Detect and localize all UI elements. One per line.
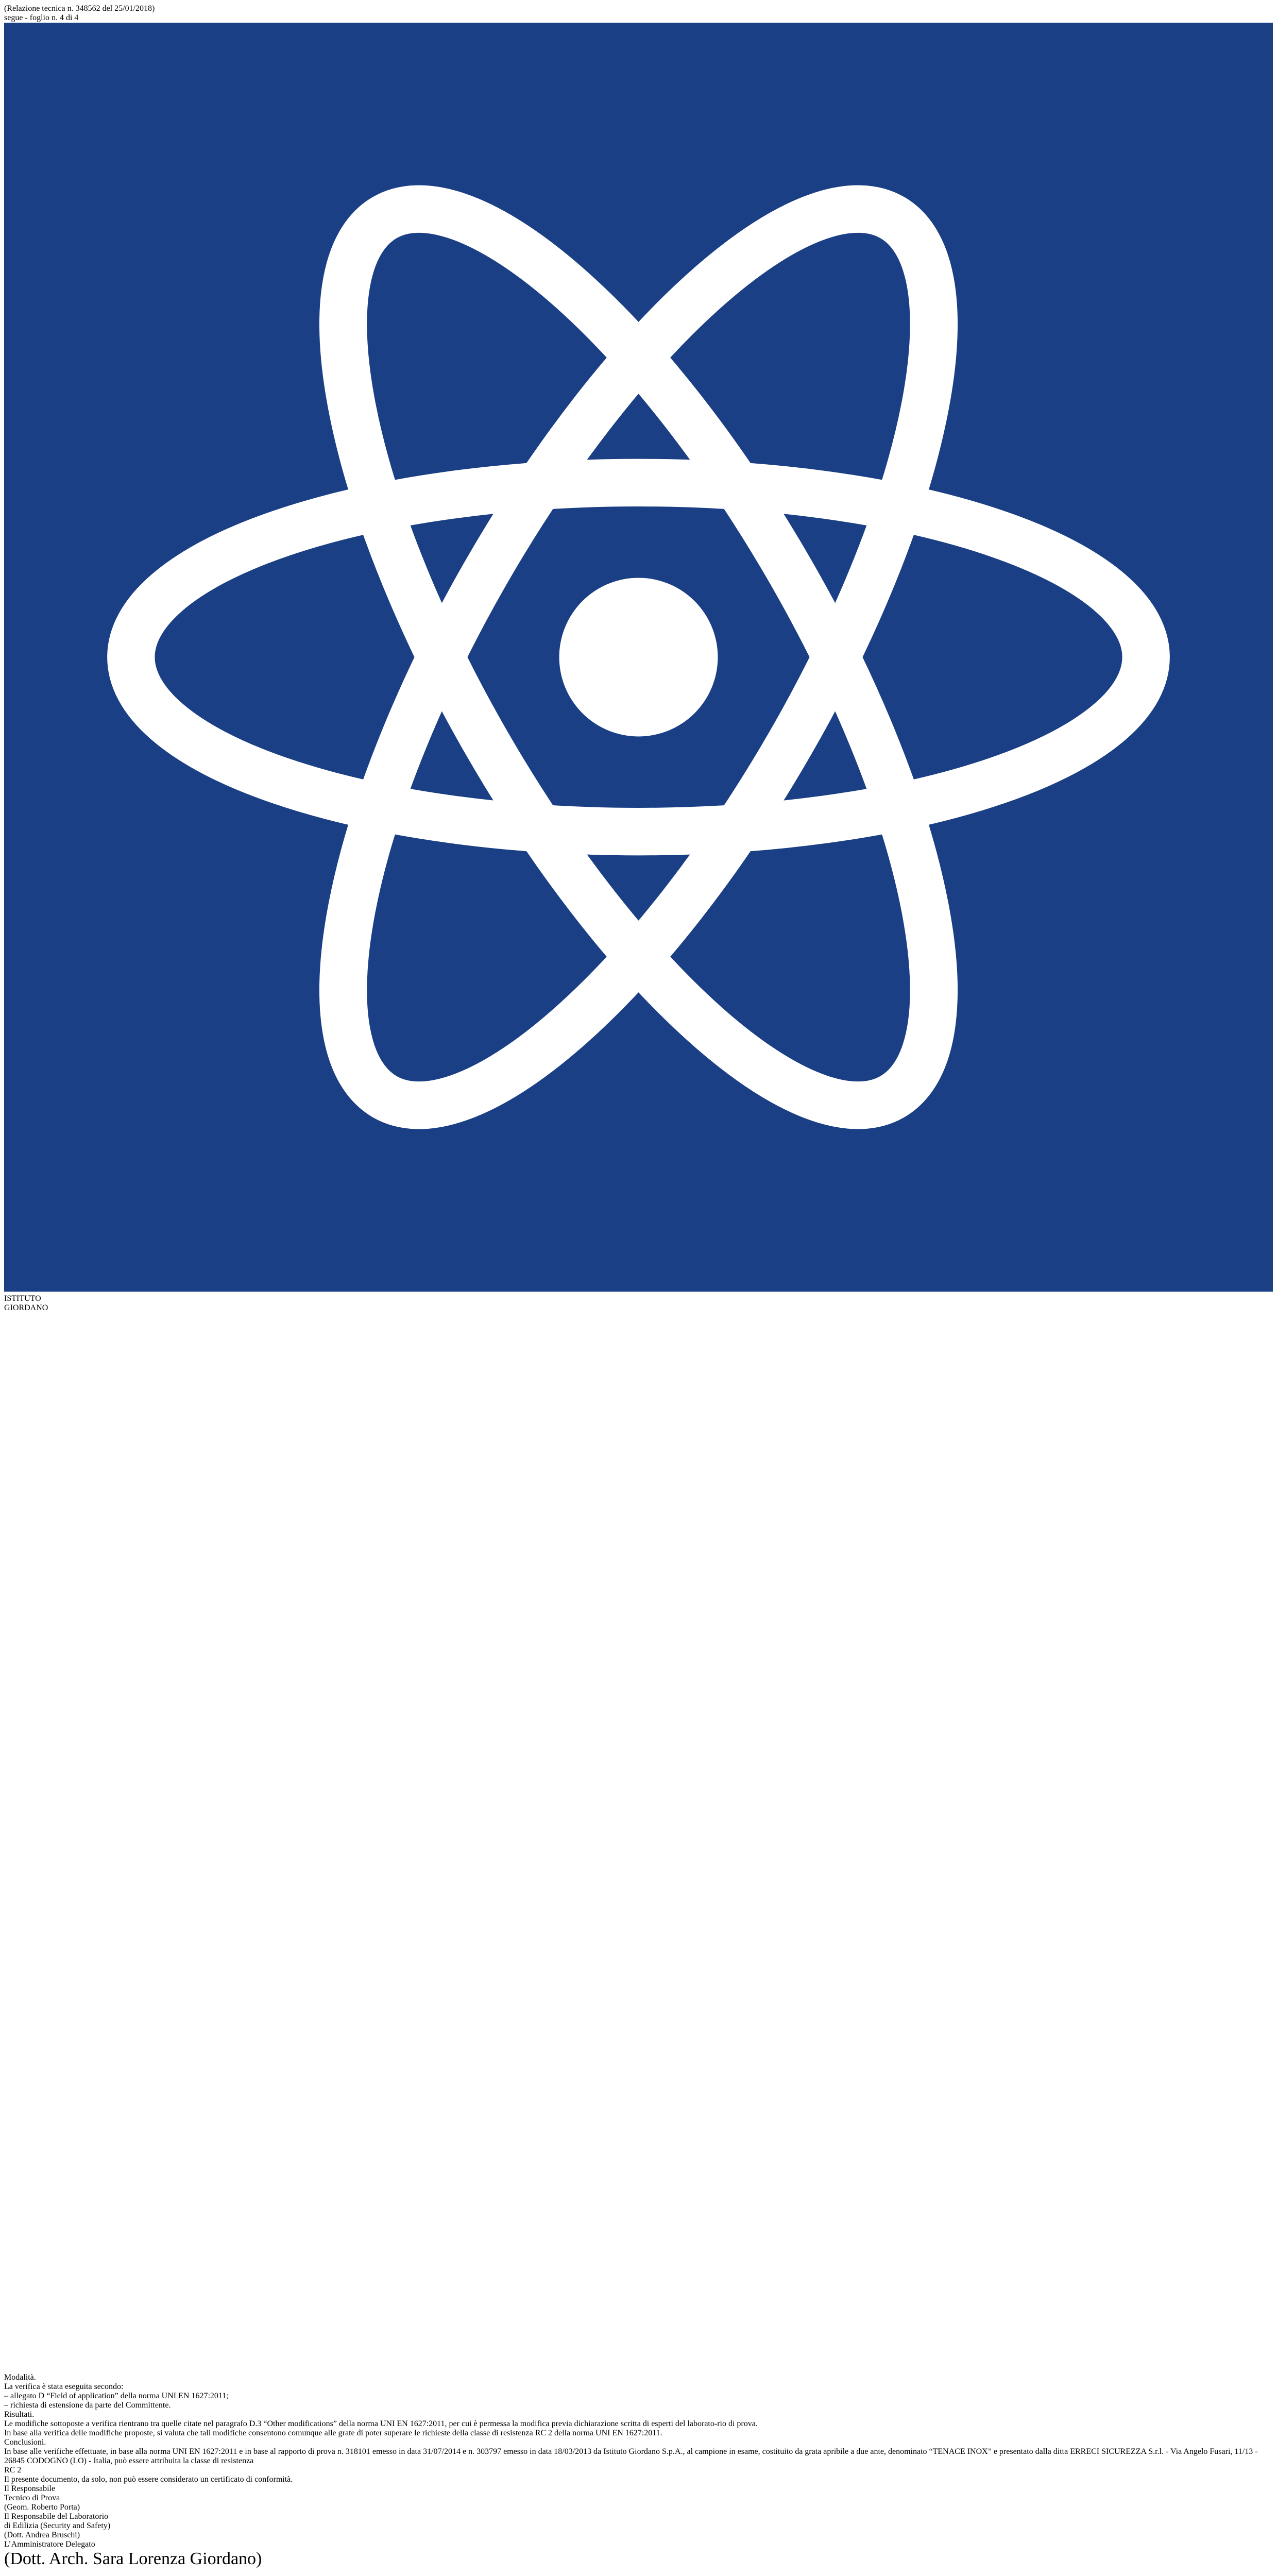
signature-block-administrator: L’Amministratore Delegato (Dott. Arch. Sara Lorenza Giordano) [4, 2540, 354, 2569]
signature-block-laboratory: Il Responsabile del Laboratorio di Edilizia (Security and Safety) (Dott. Andrea Bruschi) [4, 2512, 365, 2540]
page-counter: segue - foglio n. 4 di 4 [4, 13, 1273, 23]
atom-watermark-icon [4, 1313, 1273, 2370]
logo-line-giordano: GIORDANO [4, 1303, 1273, 1313]
section-heading-conclusioni: Conclusioni. [4, 2438, 1273, 2447]
section-heading-modalita: Modalità. [4, 2373, 1273, 2382]
dash-bullet: – [4, 2401, 8, 2410]
list-item: – richiesta di estensione da parte del Committente. [4, 2401, 1273, 2410]
resistance-class-value: RC 2 [4, 2466, 1273, 2475]
disclaimer-text: Il presente documento, da solo, non può essere considerato un certificato di conformità. [4, 2475, 1273, 2484]
risultati-paragraph-1: Le modifiche sottoposte a verifica rientrano tra quelle citate nel paragrafo D.3 “Other modifications” della norma UNI EN 1627:2011, per cui è permessa la modifica previa dichiarazione scritta di esperti del laborato-rio di prova. [4, 2419, 1273, 2429]
dash-bullet: – [4, 2392, 8, 2400]
document-frame [4, 23, 1273, 2576]
modalita-intro: La verifica è stata eseguita secondo: [4, 2382, 1273, 2392]
atom-icon [4, 23, 1273, 1292]
handwritten-signature-porta [4, 2569, 365, 2576]
section-heading-risultati: Risultati. [4, 2410, 1273, 2419]
report-body [4, 2373, 1273, 2484]
istituto-giordano-logo [4, 23, 1273, 1313]
report-reference: (Relazione tecnica n. 348562 del 25/01/2018) [4, 4, 1273, 13]
logo-line-istituto: ISTITUTO [4, 1294, 1273, 1303]
risultati-paragraph-2: In base alla verifica delle modifiche proposte, si valuta che tali modifiche consentono comunque alle grate di poter superare le richieste della classe di resistenza RC 2 della norma UNI EN 1627:2011. [4, 2429, 1273, 2438]
conclusioni-paragraph: In base alle verifiche effettuate, in base alla norma UNI EN 1627:2011 e in base al rapporto di prova n. 318101 emesso in data 31/07/2014 e n. 303797 emesso in data 18/03/2013 da Istituto Giordano S.p.A., al campione in esame, costituito da grata apribile a due ante, denominato “TENACE INOX” e presentato dalla ditta ERRECI SICUREZZA S.r.l. - Via Angelo Fusari, 11/13 - 26845 CODOGNO (LO) - Italia, può essere attribuita la classe di resistenza [4, 2447, 1273, 2466]
signature-block-technical: Il Responsabile Tecnico di Prova (Geom. Roberto Porta) [4, 2484, 334, 2512]
list-item: – allegato D “Field of application” della norma UNI EN 1627:2011; [4, 2392, 1273, 2401]
resistance-class-box [4, 2466, 1273, 2475]
